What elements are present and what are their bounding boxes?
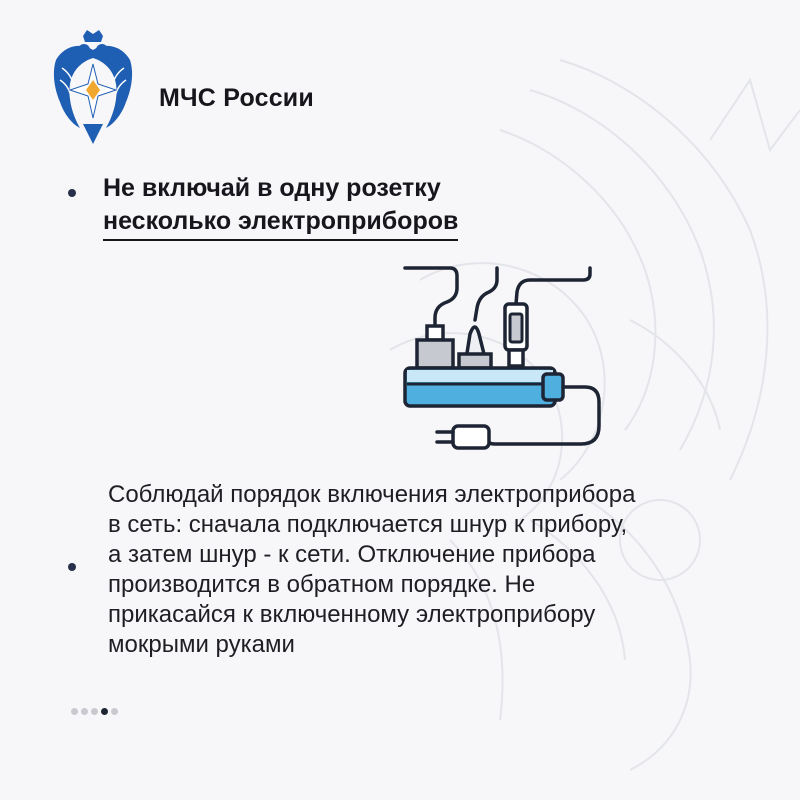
tip-body-line: а затем шнур - к сети. Отключение прибора xyxy=(108,541,596,568)
pagination-dot[interactable] xyxy=(91,708,98,715)
emchs-emblem-icon xyxy=(50,28,136,146)
pagination-dot[interactable] xyxy=(81,708,88,715)
tip-body-line: мокрыми руками xyxy=(108,631,295,658)
brand-name: МЧС России xyxy=(159,84,314,112)
tip-body-line: в сеть: сначала подключается шнур к прибору, xyxy=(108,511,628,538)
pagination-dot[interactable] xyxy=(71,708,78,715)
bullet-marker xyxy=(68,563,76,571)
tip-heading xyxy=(103,172,458,241)
tip-body-line: прикасайся к включенному электроприбору xyxy=(108,601,596,628)
tip-heading-line-underlined: несколько электроприборов xyxy=(103,205,458,241)
pagination-dot-active[interactable] xyxy=(101,708,108,715)
tip-body-line: производится в обратном порядке. Не xyxy=(108,571,536,598)
pagination-dot[interactable] xyxy=(111,708,118,715)
tip-body-line: Соблюдай порядок включения электроприбора xyxy=(108,481,636,508)
tip-heading-line: Не включай в одну розетку xyxy=(103,174,441,202)
power-strip-icon xyxy=(395,258,610,463)
pagination-dots xyxy=(71,708,118,715)
tip-body xyxy=(108,480,768,660)
bullet-marker xyxy=(68,189,76,197)
